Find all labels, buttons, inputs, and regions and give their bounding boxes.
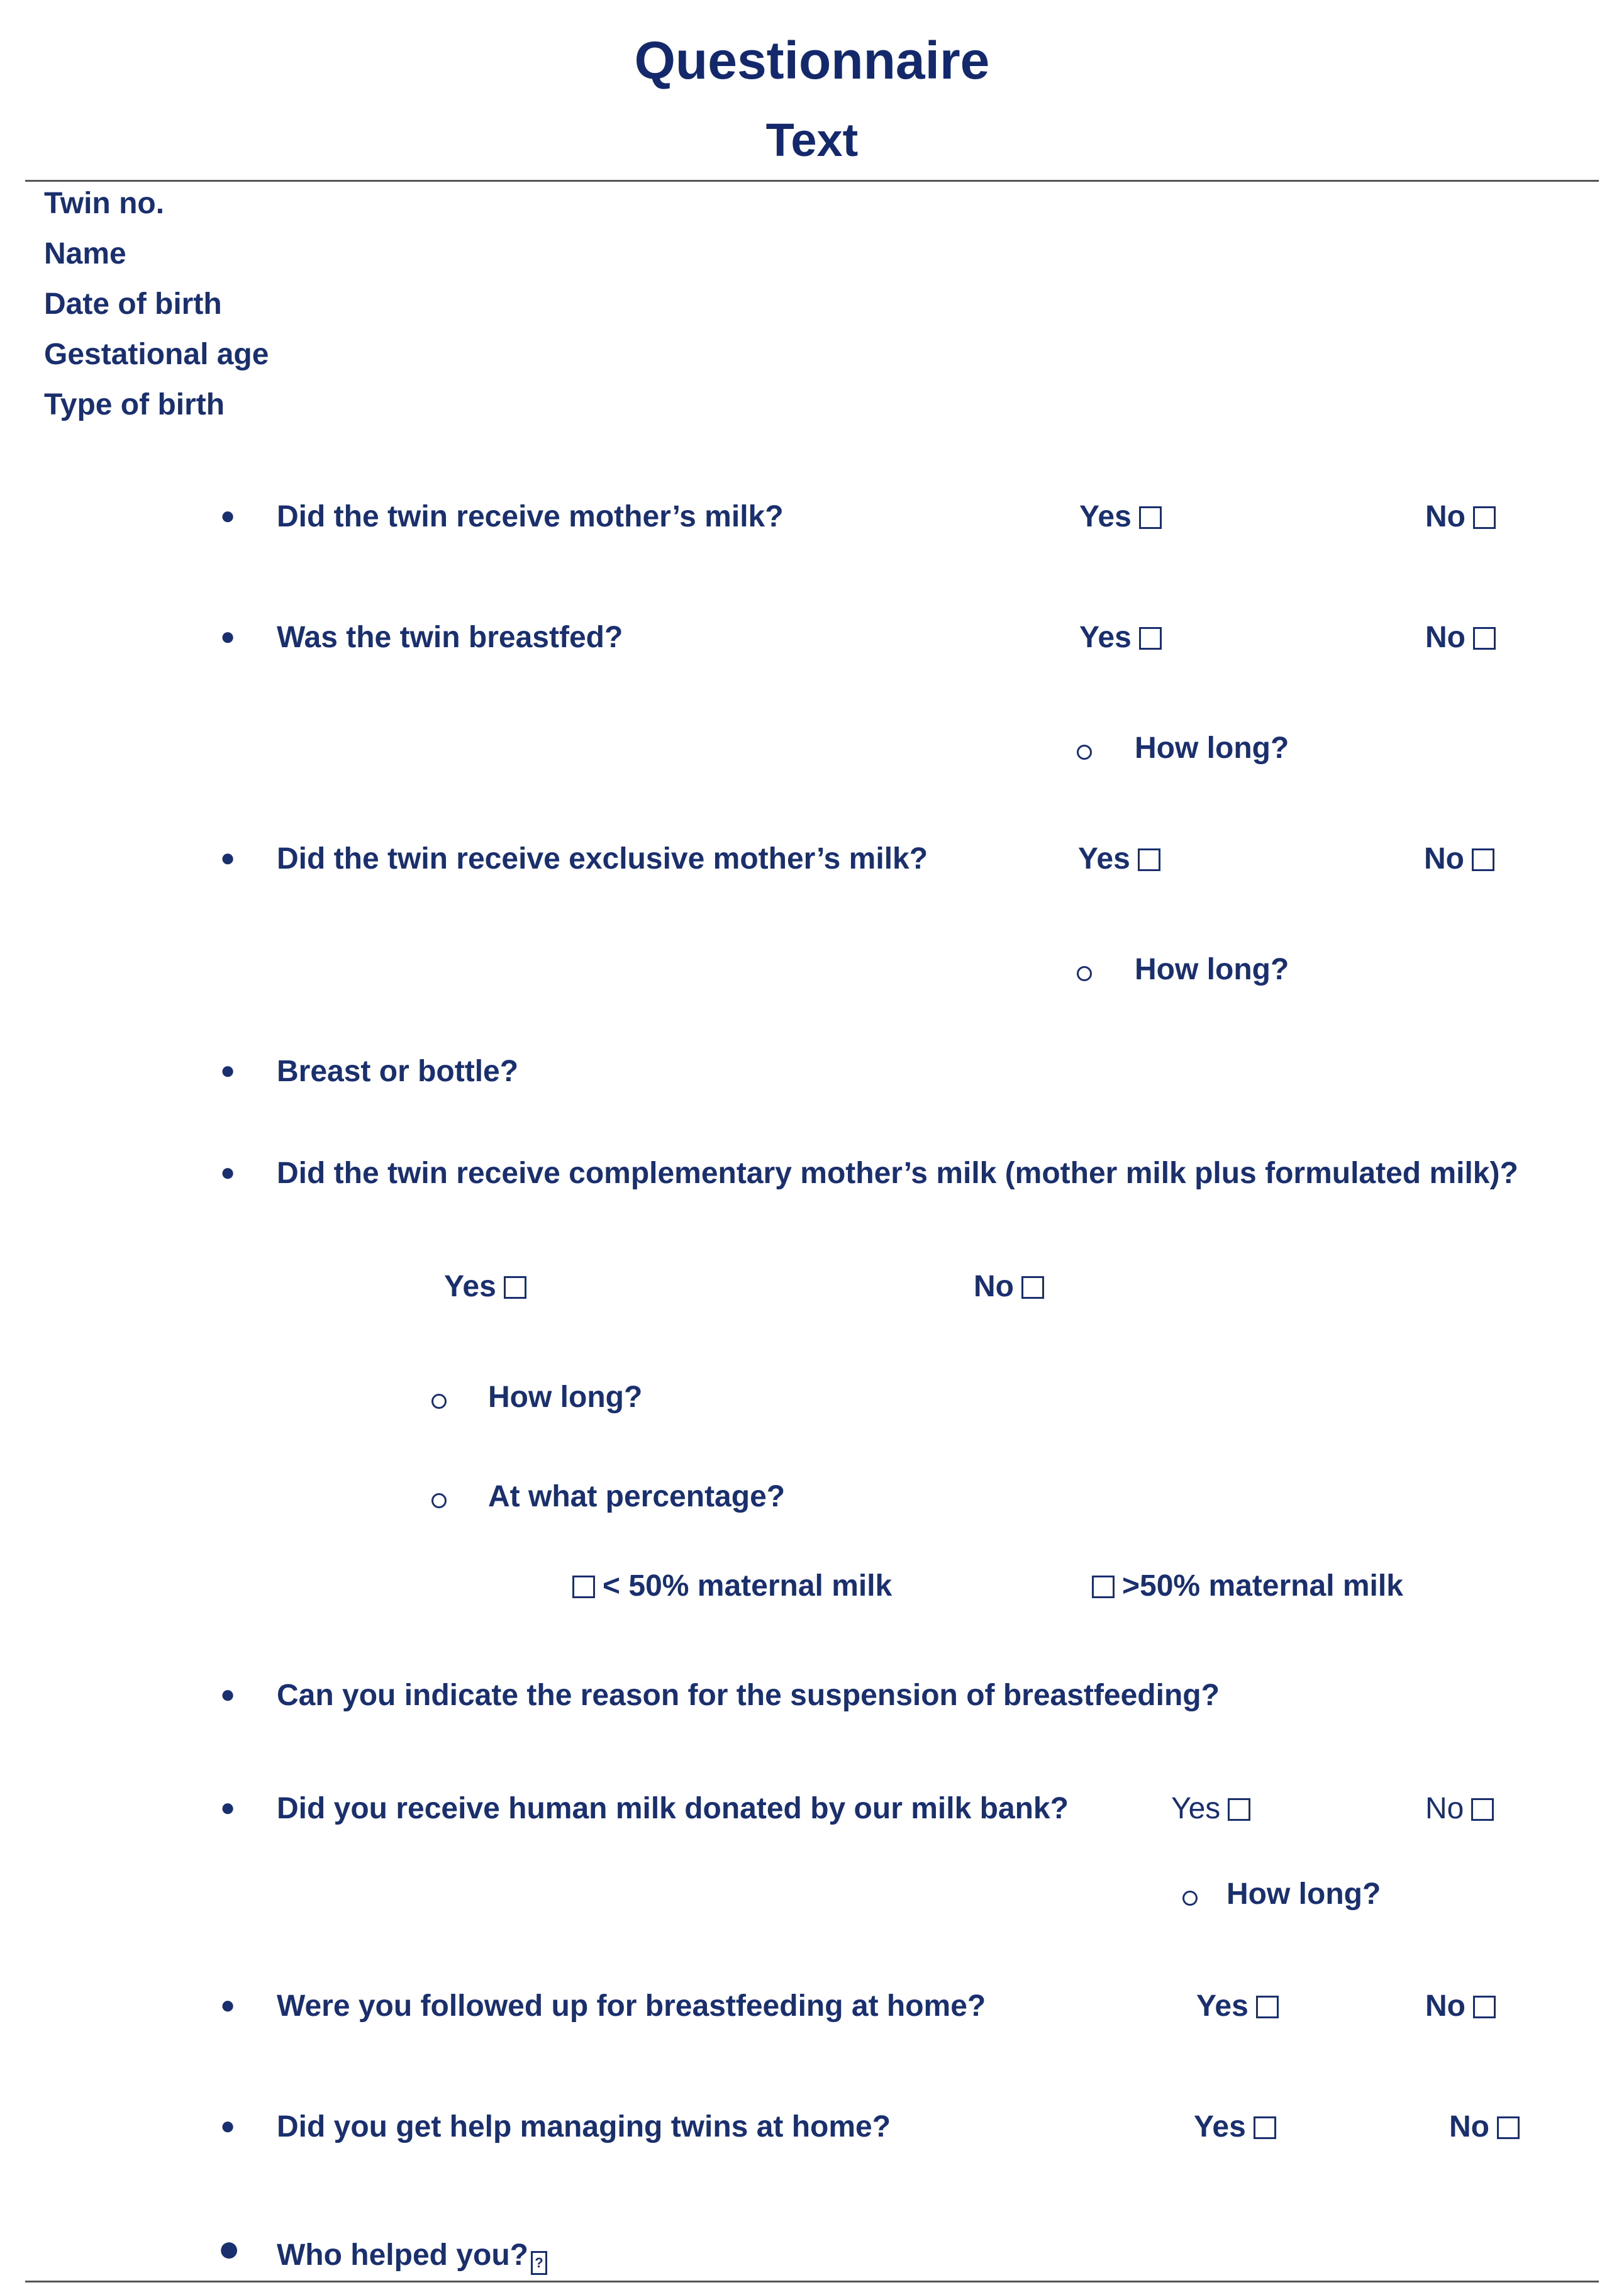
no-checkbox[interactable] — [1473, 627, 1496, 650]
question-donated-milk: Did you receive human milk donated by our milk bank? — [277, 1792, 1069, 1825]
yes-checkbox[interactable] — [1256, 1996, 1279, 2018]
q8-no-option[interactable] — [1425, 1989, 1496, 2023]
bullet-icon: ● — [218, 2227, 241, 2269]
yes-checkbox[interactable] — [1139, 506, 1162, 529]
q9-no-option[interactable] — [1449, 2110, 1520, 2144]
q7-how-long: How long? — [1226, 1877, 1381, 1911]
yes-label: Yes — [1079, 621, 1132, 654]
q7-yes-option[interactable] — [1171, 1791, 1250, 1826]
sub-bullet-icon — [431, 1493, 447, 1508]
bullet-icon: ● — [220, 2112, 236, 2140]
q1-yes-option[interactable] — [1079, 499, 1162, 534]
top-divider — [25, 180, 1599, 182]
no-checkbox[interactable] — [1473, 1996, 1496, 2018]
less-50-checkbox[interactable] — [572, 1576, 595, 1598]
page-title: Questionnaire — [634, 31, 990, 90]
question-help-managing: Did you get help managing twins at home? — [277, 2110, 891, 2143]
q5-no-option[interactable] — [974, 1269, 1044, 1304]
yes-label: Yes — [1079, 500, 1132, 533]
question-breastfed: Was the twin breastfed? — [277, 621, 623, 654]
q3-no-option[interactable] — [1424, 842, 1494, 876]
q5-yes-option[interactable] — [444, 1269, 526, 1304]
no-label: No — [1425, 621, 1465, 654]
bullet-icon: ● — [220, 1159, 236, 1186]
question-complementary-milk: Did the twin receive complementary mother’s milk (mother milk plus formulated milk)? — [277, 1157, 1518, 1190]
sub-bullet-icon — [1077, 745, 1092, 760]
who-helped-label: Who helped you? — [277, 2238, 528, 2272]
more-50-checkbox[interactable] — [1092, 1576, 1115, 1598]
sub-bullet-icon — [1077, 966, 1092, 981]
no-checkbox[interactable] — [1021, 1276, 1044, 1299]
no-checkbox[interactable] — [1473, 506, 1496, 529]
page-subtitle: Text — [765, 114, 859, 166]
bullet-icon: ● — [220, 1057, 236, 1084]
q2-yes-option[interactable] — [1079, 620, 1162, 655]
field-twin-no: Twin no. — [44, 187, 165, 220]
question-breast-or-bottle: Breast or bottle? — [277, 1055, 519, 1088]
q7-no-option[interactable] — [1425, 1791, 1494, 1826]
yes-label: Yes — [1196, 1989, 1249, 2023]
bullet-icon: ● — [220, 1794, 236, 1821]
yes-label: Yes — [1194, 2110, 1246, 2143]
sub-bullet-icon — [1182, 1891, 1198, 1906]
q8-yes-option[interactable] — [1196, 1989, 1279, 2023]
missing-glyph-icon: ? — [531, 2251, 547, 2275]
yes-label: Yes — [1171, 1792, 1221, 1825]
question-exclusive-milk: Did the twin receive exclusive mother’s milk? — [277, 842, 928, 876]
more-50-label: >50% maternal milk — [1122, 1569, 1403, 1603]
question-who-helped — [277, 2238, 547, 2275]
q3-how-long: How long? — [1135, 953, 1289, 986]
no-label: No — [1449, 2110, 1489, 2143]
bullet-icon: ● — [220, 1681, 236, 1708]
field-name: Name — [44, 237, 126, 270]
no-label: No — [1425, 1792, 1464, 1825]
q5-at-what-percentage: At what percentage? — [488, 1480, 786, 1513]
yes-label: Yes — [444, 1270, 496, 1303]
option-more-50[interactable] — [1092, 1569, 1403, 1603]
less-50-label: < 50% maternal milk — [603, 1569, 893, 1603]
bullet-icon: ● — [220, 1991, 236, 2019]
field-gestational-age: Gestational age — [44, 338, 269, 371]
sub-bullet-icon — [431, 1394, 447, 1409]
bullet-icon: ● — [220, 502, 236, 530]
yes-checkbox[interactable] — [1139, 627, 1162, 650]
q3-yes-option[interactable] — [1078, 842, 1160, 876]
yes-checkbox[interactable] — [1228, 1798, 1250, 1821]
bullet-icon: ● — [220, 844, 236, 872]
q2-how-long: How long? — [1135, 731, 1289, 765]
yes-checkbox[interactable] — [1138, 848, 1160, 871]
q9-yes-option[interactable] — [1194, 2110, 1276, 2144]
q1-no-option[interactable] — [1425, 499, 1496, 534]
q5-how-long: How long? — [488, 1381, 643, 1414]
field-date-of-birth: Date of birth — [44, 287, 222, 321]
yes-checkbox[interactable] — [1254, 2116, 1276, 2139]
no-label: No — [1424, 842, 1464, 876]
no-label: No — [1425, 1989, 1465, 2023]
bullet-icon: ● — [220, 623, 236, 650]
no-label: No — [974, 1270, 1014, 1303]
q2-no-option[interactable] — [1425, 620, 1496, 655]
no-checkbox[interactable] — [1472, 848, 1494, 871]
bottom-divider — [25, 2281, 1599, 2282]
question-suspension-reason: Can you indicate the reason for the suspension of breastfeeding? — [277, 1679, 1220, 1712]
yes-label: Yes — [1078, 842, 1130, 876]
question-followed-up: Were you followed up for breastfeeding at home? — [277, 1989, 986, 2023]
no-checkbox[interactable] — [1471, 1798, 1494, 1821]
option-less-50[interactable] — [572, 1569, 892, 1603]
field-type-of-birth: Type of birth — [44, 388, 225, 421]
no-label: No — [1425, 500, 1465, 533]
no-checkbox[interactable] — [1497, 2116, 1520, 2139]
yes-checkbox[interactable] — [504, 1276, 526, 1299]
question-mothers-milk: Did the twin receive mother’s milk? — [277, 500, 784, 533]
